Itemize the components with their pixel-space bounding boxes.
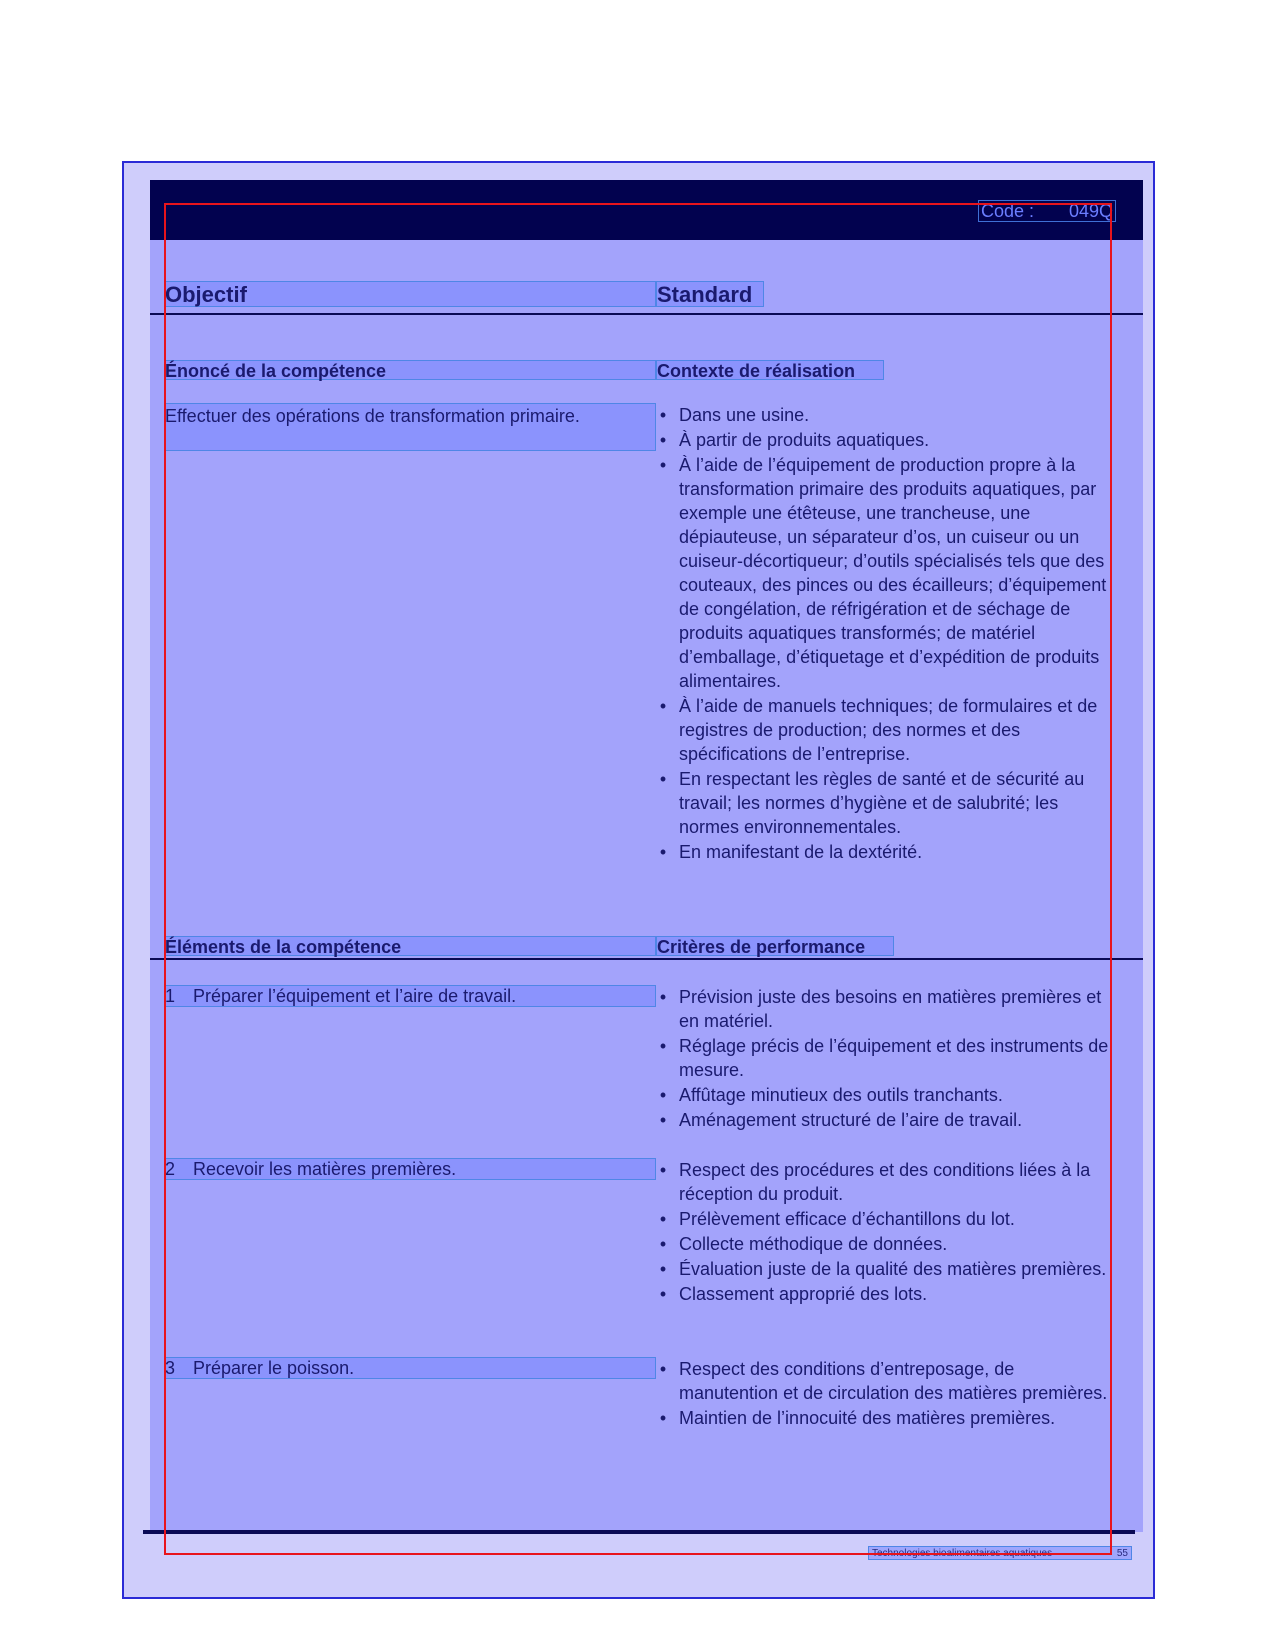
bullet-icon: •	[659, 1110, 667, 1130]
elements-label: Éléments de la compétence	[164, 936, 656, 956]
elements-rule	[150, 958, 1143, 960]
heading-rule	[150, 313, 1143, 315]
bullet-icon: •	[659, 1359, 667, 1379]
bullet-icon: •	[659, 1036, 667, 1056]
footer	[868, 1546, 1132, 1560]
element-3	[164, 1357, 656, 1379]
contexte-item: • En respectant les règles de santé et de sécurité au travail; les normes d’hygiène et de salubrité; les normes environnementales.	[656, 767, 1112, 839]
bullet-icon: •	[659, 1234, 667, 1254]
contexte-item: • À l’aide de l’équipement de production propre à la transformation primaire des produits aquatiques, par exemple une étêteuse, une trancheuse, une dépiauteuse, un séparateur d’os, un cuiseur ou un cuiseur-décortiqueur; d’outils spécialisés tels que des couteaux, des pinces ou des écailleurs; d’équipement de congélation, de réfrigération et de séchage de produits aquatiques transformés; de matériel d’emballage, d’étiquetage et d’expédition de produits alimentaires.	[656, 453, 1112, 693]
footer-rule	[143, 1530, 1135, 1534]
element-number: 1	[165, 986, 176, 1006]
code-label-text: Code :	[981, 200, 1035, 221]
contexte-item: • Dans une usine.	[656, 403, 1112, 427]
footer-page-number: 55	[1116, 1547, 1128, 1559]
criteres-label: Critères de performance	[656, 936, 894, 956]
element-2	[164, 1158, 656, 1180]
criterion-item: • Réglage précis de l’équipement et des instruments de mesure.	[656, 1034, 1112, 1082]
bullet-icon: •	[659, 1284, 667, 1304]
criterion-item: • Affûtage minutieux des outils tranchants.	[656, 1083, 1112, 1107]
criteria-list-2	[656, 1158, 1112, 1307]
element-text: Préparer l’équipement et l’aire de travail.	[193, 986, 517, 1006]
bullet-icon: •	[659, 1259, 667, 1279]
competence-label: Énoncé de la compétence	[164, 360, 656, 380]
contexte-list	[656, 403, 1112, 865]
criterion-item: • Respect des conditions d’entreposage, de manutention et de circulation des matières premières.	[656, 1357, 1112, 1405]
criterion-item: • Respect des procédures et des conditions liées à la réception du produit.	[656, 1158, 1112, 1206]
contexte-item: • À l’aide de manuels techniques; de formulaires et de registres de production; des normes et des spécifications de l’entreprise.	[656, 694, 1112, 766]
competence-text: Effectuer des opérations de transformation primaire.	[164, 403, 656, 451]
contexte-label: Contexte de réalisation	[656, 360, 884, 380]
criterion-item: • Prélèvement efficace d’échantillons du lot.	[656, 1207, 1112, 1231]
bullet-icon: •	[659, 1209, 667, 1229]
criteria-list-1	[656, 985, 1112, 1133]
bullet-icon: •	[659, 987, 667, 1007]
bullet-icon: •	[659, 405, 667, 425]
code-value: 049Q	[1068, 200, 1113, 221]
criterion-item: • Classement approprié des lots.	[656, 1282, 1112, 1306]
bullet-icon: •	[659, 430, 667, 450]
footer-program: Technologies bioalimentaires aquatiques	[872, 1547, 1053, 1559]
contexte-item: • En manifestant de la dextérité.	[656, 840, 1112, 864]
bullet-icon: •	[659, 769, 667, 789]
bullet-icon: •	[659, 1408, 667, 1428]
criterion-item: • Évaluation juste de la qualité des matières premières.	[656, 1257, 1112, 1281]
criterion-item: • Prévision juste des besoins en matières premières et en matériel.	[656, 985, 1112, 1033]
bullet-icon: •	[659, 455, 667, 475]
criteria-list-3	[656, 1357, 1112, 1431]
bullet-icon: •	[659, 1085, 667, 1105]
contexte-item: • À partir de produits aquatiques.	[656, 428, 1112, 452]
element-number: 3	[165, 1358, 176, 1378]
criterion-item: • Maintien de l’innocuité des matières premières.	[656, 1406, 1112, 1430]
objectif-heading: Objectif	[164, 281, 656, 307]
element-1	[164, 985, 656, 1007]
bullet-icon: •	[659, 1160, 667, 1180]
bullet-icon: •	[659, 842, 667, 862]
element-text: Préparer le poisson.	[193, 1358, 355, 1378]
element-number: 2	[165, 1159, 176, 1179]
criterion-item: • Aménagement structuré de l’aire de travail.	[656, 1108, 1112, 1132]
code-label	[978, 200, 1116, 222]
standard-heading: Standard	[656, 281, 764, 307]
criterion-item: • Collecte méthodique de données.	[656, 1232, 1112, 1256]
element-text: Recevoir les matières premières.	[193, 1159, 457, 1179]
bullet-icon: •	[659, 696, 667, 716]
